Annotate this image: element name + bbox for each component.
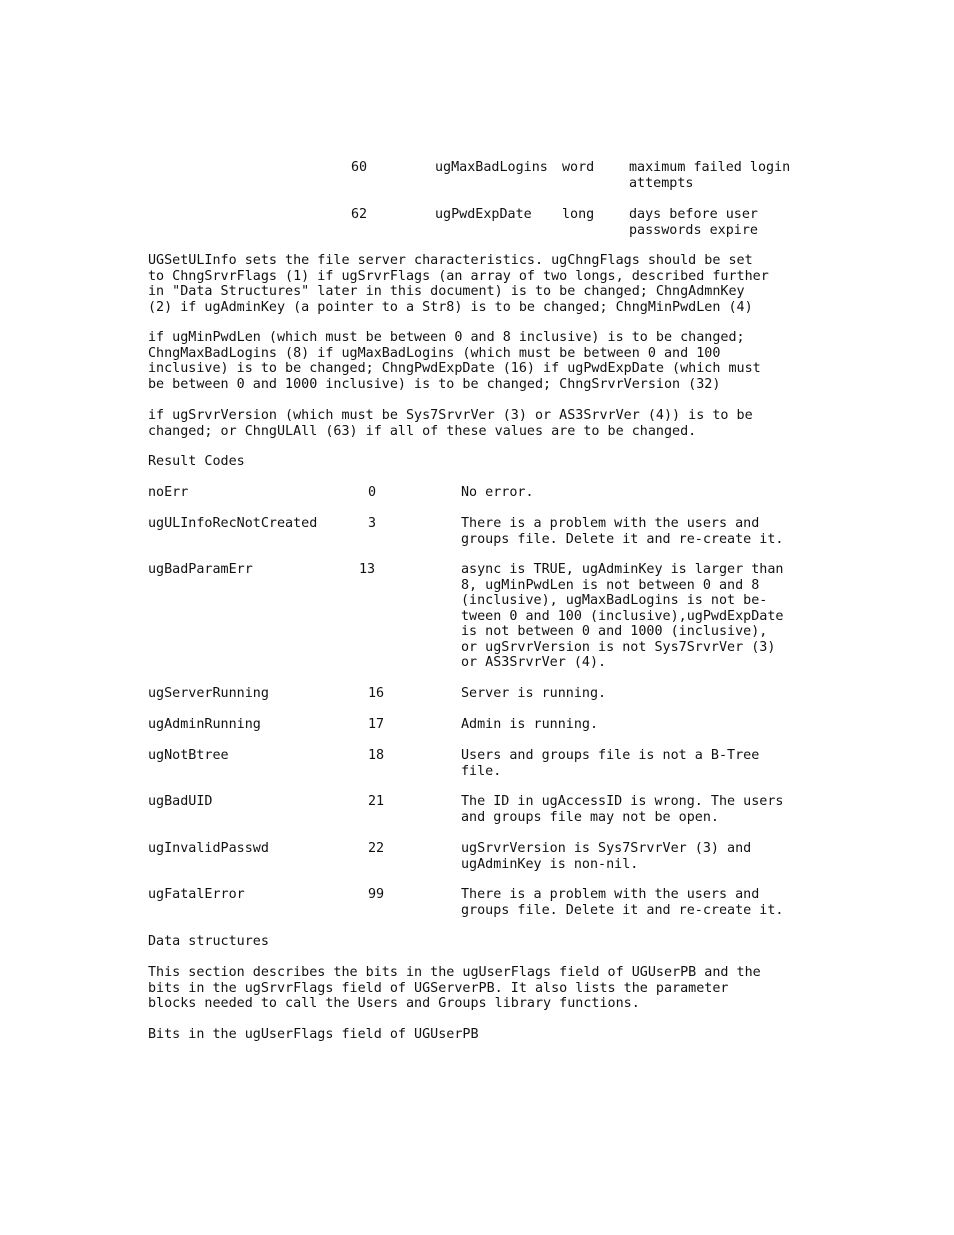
result-code-value: 3 [368, 516, 377, 531]
result-code-description: ugSrvrVersion is Sys7SrvrVer (3) and ugAdminKey is non-nil. [461, 841, 752, 872]
field-description: maximum failed login attempts [629, 160, 791, 191]
result-code-description: No error. [461, 485, 534, 500]
result-code-name: ugBadUID [148, 794, 213, 809]
body-paragraph: if ugSrvrVersion (which must be Sys7SrvrVer (3) or AS3SrvrVer (4)) is to be changed; or ChngULAll (63) if all of these values are to be changed. [148, 408, 753, 439]
body-paragraph: if ugMinPwdLen (which must be between 0 and 8 inclusive) is to be changed; ChngMaxBadLogins (8) if ugMaxBadLogins (which must be between 0 and 100 inclusive) is to be changed; ChngPwdExpDate (16) if ugPwdExpDate (which must be between 0 and 1000 inclusive) is to be changed; ChngSrvrVersion (32) [148, 330, 761, 392]
field-offset: 60 [351, 160, 368, 175]
result-code-description: Admin is running. [461, 717, 599, 732]
result-code-value: 21 [368, 794, 385, 809]
result-code-value: 0 [368, 485, 377, 500]
section-subheading: Bits in the ugUserFlags field of UGUserPB [148, 1027, 479, 1042]
result-code-value: 17 [368, 717, 385, 732]
section-heading: Data structures [148, 934, 269, 949]
result-code-description: async is TRUE, ugAdminKey is larger than 8, ugMinPwdLen is not between 0 and 8 (inclusive), ugMaxBadLogins is not be- tween 0 and 100 (inclusive),ugPwdExpDate is not between 0 and 1000 (inclusive), or ugSrvrVersion is not Sys7SrvrVer (3) or AS3SrvrVer (4). [461, 562, 784, 670]
result-code-name: ugAdminRunning [148, 717, 261, 732]
field-description: days before user passwords expire [629, 207, 758, 238]
result-code-description: Server is running. [461, 686, 607, 701]
result-code-name: ugULInfoRecNotCreated [148, 516, 318, 531]
field-type: word [562, 160, 595, 175]
field-offset: 62 [351, 207, 368, 222]
result-code-name: noErr [148, 485, 189, 500]
field-name: ugMaxBadLogins [435, 160, 548, 175]
result-code-description: There is a problem with the users and groups file. Delete it and re-create it. [461, 887, 784, 918]
field-name: ugPwdExpDate [435, 207, 532, 222]
section-heading: Result Codes [148, 454, 245, 469]
body-paragraph: UGSetULInfo sets the file server characteristics. ugChngFlags should be set to ChngSrvrFlags (1) if ugSrvrFlags (an array of two longs, described further in "Data Structures" later in this document) is to be changed; ChngAdmnKey (2) if ugAdminKey (a pointer to a Str8) is to be changed; ChngMinPwdLen (4) [148, 253, 769, 315]
result-code-description: The ID in ugAccessID is wrong. The users and groups file may not be open. [461, 794, 784, 825]
result-code-value: 22 [368, 841, 385, 856]
result-code-name: ugFatalError [148, 887, 245, 902]
result-code-name: ugServerRunning [148, 686, 269, 701]
result-code-name: ugNotBtree [148, 748, 229, 763]
result-code-name: ugInvalidPasswd [148, 841, 269, 856]
result-code-description: Users and groups file is not a B-Tree file. [461, 748, 760, 779]
field-type: long [562, 207, 595, 222]
result-code-value: 13 [359, 562, 376, 577]
result-code-name: ugBadParamErr [148, 562, 253, 577]
result-code-value: 99 [368, 887, 385, 902]
result-code-description: There is a problem with the users and groups file. Delete it and re-create it. [461, 516, 784, 547]
result-code-value: 18 [368, 748, 385, 763]
result-code-value: 16 [368, 686, 385, 701]
body-paragraph: This section describes the bits in the ugUserFlags field of UGUserPB and the bits in the ugSrvrFlags field of UGServerPB. It also lists the parameter blocks needed to call the Users and Groups library functions. [148, 965, 761, 1011]
